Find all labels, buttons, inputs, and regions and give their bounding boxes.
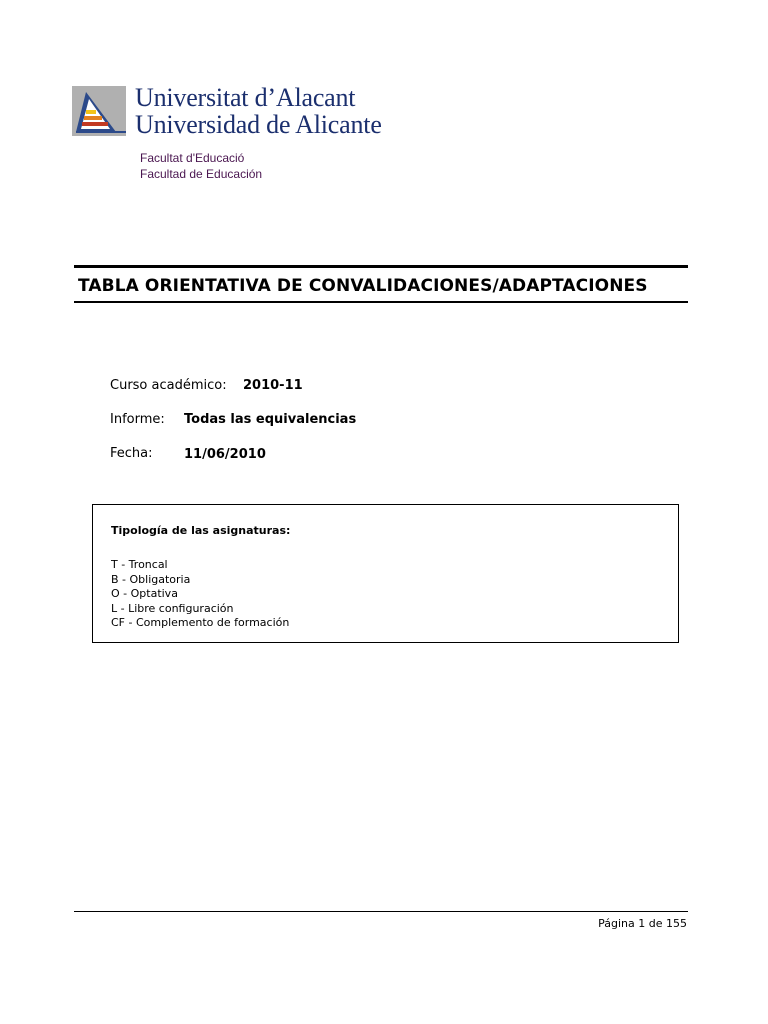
course-label: Curso académico: [110,378,227,393]
faculty-names [140,150,262,182]
typology-item-complemento: CF - Complemento de formación [111,616,290,629]
faculty-name-valencian: Facultat d'Educació [140,151,245,165]
typology-item-obligatoria: B - Obligatoria [111,572,191,586]
report-value: Todas las equivalencias [184,412,357,427]
typology-box [92,504,679,643]
typology-item-troncal: T - Troncal [111,558,168,571]
typology-list [111,558,289,631]
typology-title: Tipología de las asignaturas: [111,524,291,537]
university-logo-icon [72,86,126,136]
university-name-spanish: Universidad de Alicante [135,110,382,139]
university-names [135,84,382,138]
footer-rule [74,911,688,912]
title-band [74,265,688,303]
faculty-name-spanish: Facultad de Educación [140,167,263,181]
typology-item-optativa: O - Optativa [111,587,178,600]
report-label: Informe: [110,412,165,427]
typology-item-libre: L - Libre configuración [111,601,234,615]
page-number: Página 1 de 155 [598,917,687,930]
document-title: TABLA ORIENTATIVA DE CONVALIDACIONES/ADAPTACIONES [78,276,648,296]
date-value: 11/06/2010 [184,447,266,462]
university-name-valencian: Universitat d’Alacant [135,83,356,112]
date-label: Fecha: [110,446,153,461]
course-value: 2010-11 [243,378,303,393]
university-logo [72,84,392,144]
